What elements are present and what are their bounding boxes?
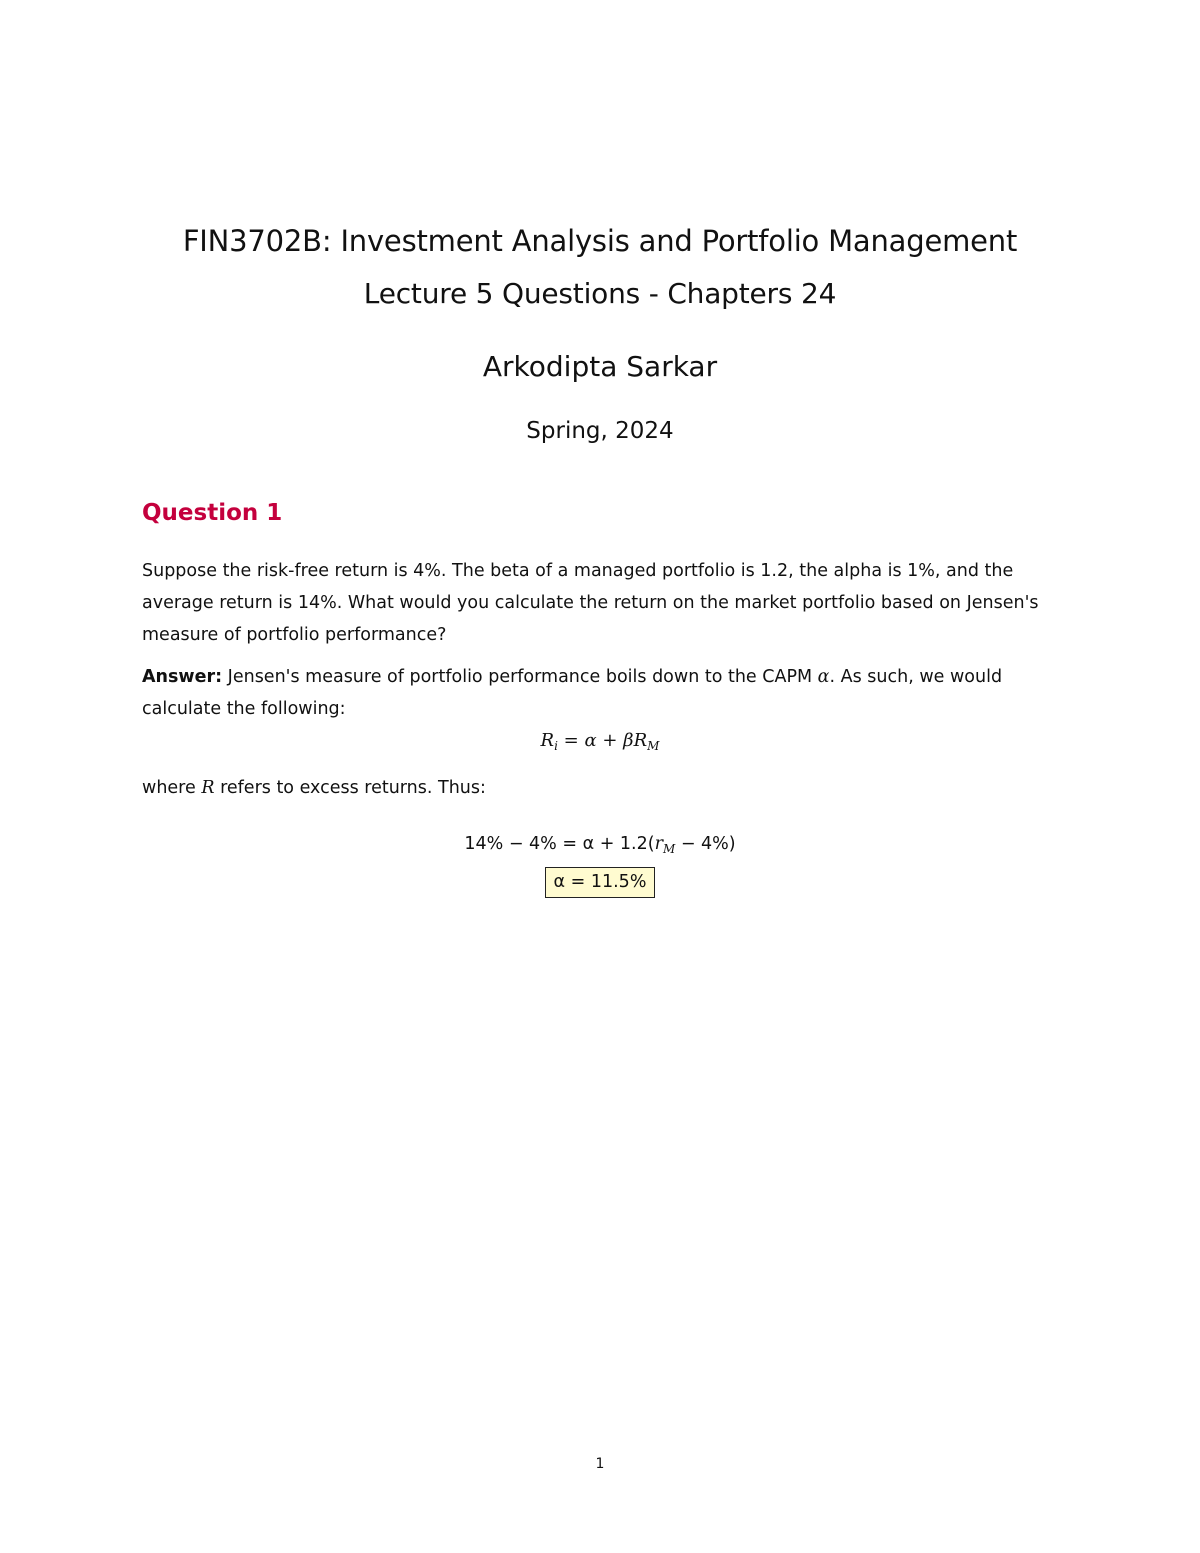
alpha-symbol: α [817, 667, 830, 687]
answer-text-before: Jensen's measure of portfolio performance boils down to the CAPM [227, 667, 818, 687]
eq2-right: − 4%) [675, 834, 736, 854]
equation-capm [0, 730, 1200, 753]
where-paragraph [142, 772, 1062, 804]
lecture-title: Lecture 5 Questions - Chapters 24 [363, 277, 837, 310]
eq2-left: 14% − 4% = α + 1.2( [464, 834, 655, 854]
question-1-heading: Question 1 [142, 500, 283, 526]
eq1-rhs-a: = α + β [557, 730, 634, 751]
answer-paragraph [142, 661, 1062, 725]
answer-text-after: . As such, we would calculate the following: [142, 667, 1003, 719]
result-wrapper [0, 867, 1200, 898]
where-symbol: R [201, 778, 215, 798]
where-after: refers to excess returns. Thus: [214, 778, 486, 798]
where-before: where [142, 778, 202, 798]
eq1-lhs: R [540, 730, 555, 751]
answer-label: Answer: [142, 667, 223, 687]
eq1-rhs-sub: M [647, 739, 660, 753]
eq1-rhs-b: R [633, 730, 648, 751]
result-box: α = 11.5% [545, 867, 656, 898]
course-title: FIN3702B: Investment Analysis and Portfolio Management [182, 224, 1018, 258]
eq2-var: r [654, 834, 663, 854]
page-number: 1 [595, 1456, 605, 1472]
equation-numeric [0, 834, 1200, 856]
eq2-var-sub: M [662, 842, 676, 856]
eq1-lhs-sub: i [554, 739, 558, 753]
author-name: Arkodipta Sarkar [482, 350, 718, 383]
question-1-text: Suppose the risk-free return is 4%. The beta of a managed portfolio is 1.2, the alpha is 1%, and the average return is 14%. What would you calculate the return on the market portfolio based on Jensen's measure of portfolio performance? [142, 561, 1039, 645]
semester-date: Spring, 2024 [526, 418, 674, 444]
